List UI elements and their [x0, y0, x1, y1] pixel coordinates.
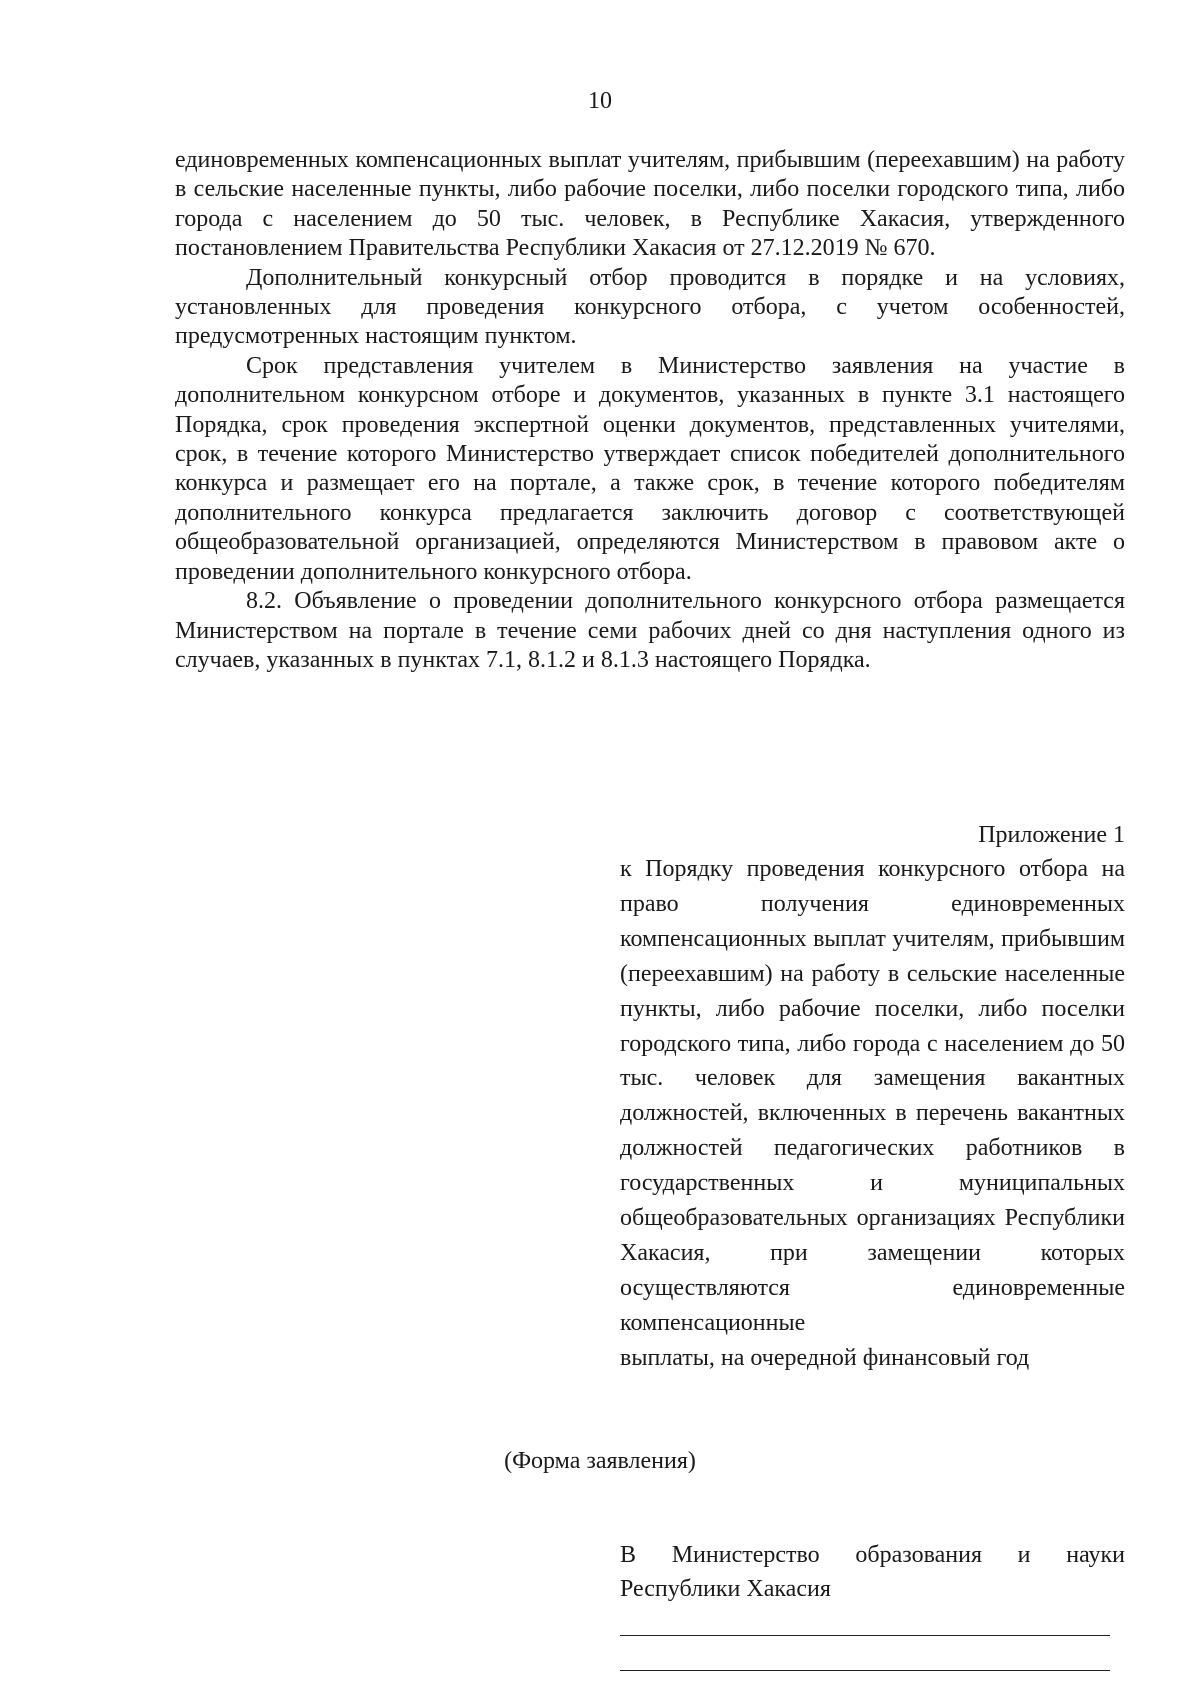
appendix-description-main: к Порядку проведения конкурсного отбора на право получения единовременных компенсационных выплат учителям, прибывшим (переехавшим) на работу в сельские населенные пункты, либо рабочие поселки, либо поселки городского типа, либо города с населением до 50 тыс. человек для замещения вакантных должностей, включенных в перечень вакантных должностей педагогических работников в государственных и муниципальных общеобразовательных организациях Республики Хакасия, при замещении которых осуществляются единовременные компенсационные [620, 856, 1125, 1336]
addressee: В Министерство образования и науки Республики Хакасия [620, 1542, 1125, 1602]
paragraph-additional-selection: Дополнительный конкурсный отбор проводится в порядке и на условиях, установленных для проведения конкурсного отбора, с учетом особенностей, предусмотренных настоящим пунктом. [175, 264, 1125, 350]
form-label: (Форма заявления) [504, 1448, 696, 1474]
paragraph-deadlines: Срок представления учителем в Министерство заявления на участие в дополнительном конкурсном отборе и документов, указанных в пункте 3.1 настоящего Порядка, срок проведения экспертной оценки документов, представленных учителями, срок, в течение которого Министерство утверждает список победителей дополнительного конкурса и размещает его на портале, а также срок, в течение которого победителям дополнительного конкурса предлагается заключить договор с соответствующей общеобразовательной организацией, определяются Министерством в правовом акте о проведении дополнительного конкурсного отбора. [175, 352, 1125, 585]
appendix-title: Приложение 1 [978, 822, 1125, 848]
paragraph-continuation: единовременных компенсационных выплат учителям, прибывшим (переехавшим) на работу в сельские населенные пункты, либо рабочие поселки, либо поселки городского типа, либо города с населением до 50 тыс. человек, в Республике Хакасия, утвержденного постановлением Правительства Республики Хакасия от 27.12.2019 № 670. [175, 147, 1125, 262]
body-text [175, 146, 1125, 675]
paragraph-8-2: 8.2. Объявление о проведении дополнительного конкурсного отбора размещается Министерством на портале в течение семи рабочих дней со дня наступления одного из случаев, указанных в пунктах 7.1, 8.1.2 и 8.1.3 настоящего Порядка. [175, 588, 1125, 673]
page-number: 10 [588, 88, 612, 114]
blank-line-2 [620, 1670, 1110, 1671]
blank-line-1 [620, 1635, 1110, 1636]
appendix-description [620, 852, 1125, 1376]
appendix-description-last-line: выплаты, на очередной финансовый год [620, 1344, 1030, 1371]
